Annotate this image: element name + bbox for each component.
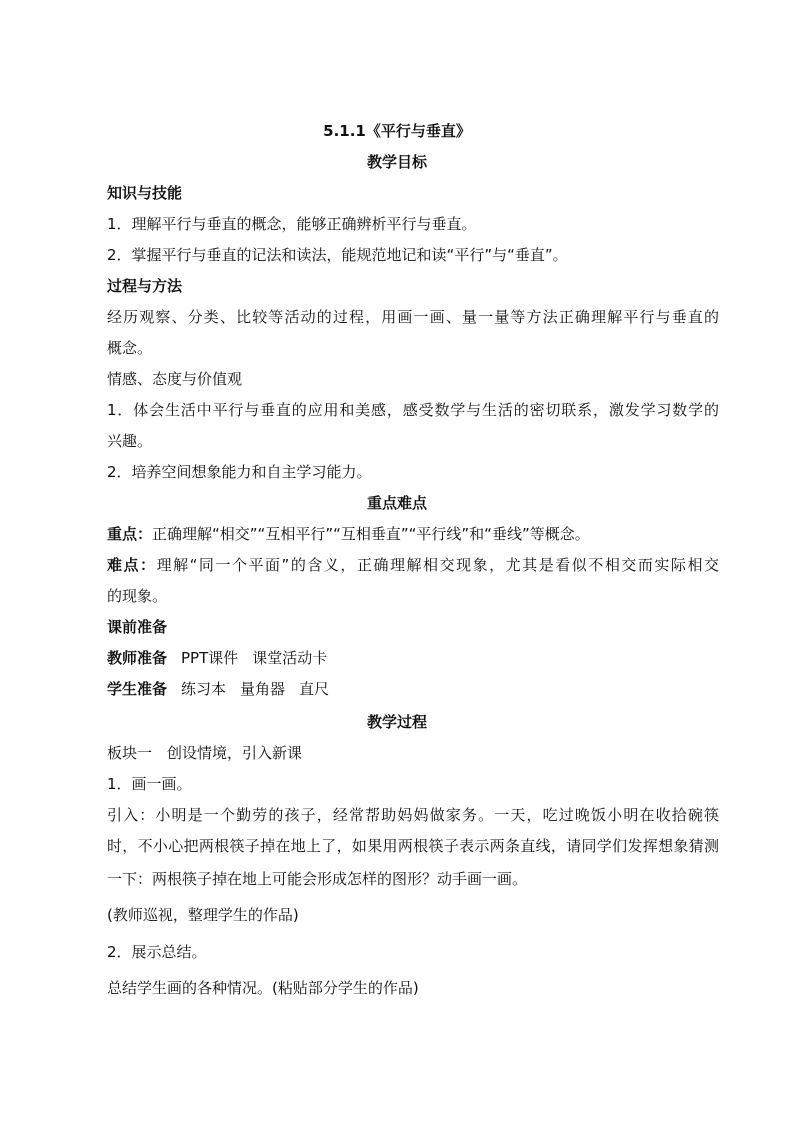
student-prep-item: 量角器 xyxy=(240,680,286,698)
student-prep-item: 直尺 xyxy=(299,680,330,698)
heading-process: 过程与方法 xyxy=(107,277,183,295)
summary-text: 总结学生画的各种情况。(粘贴部分学生的作品) xyxy=(107,979,419,997)
teacher-prep-item: 课堂活动卡 xyxy=(252,649,328,667)
key-point xyxy=(107,524,590,544)
knowledge-item-1: 1．理解平行与垂直的概念，能够正确辨析平行与垂直。 xyxy=(107,215,477,233)
key-point-text: 正确理解“相交”“互相平行”“互相垂直”“平行线”和“垂线”等概念。 xyxy=(152,525,590,543)
emotion-item-2: 2．培养空间想象能力和自主学习能力。 xyxy=(107,463,372,481)
teacher-prep-label: 教师准备 xyxy=(107,649,168,667)
knowledge-item-2: 2．掌握平行与垂直的记法和读法，能规范地记和读“平行”与“垂直”。 xyxy=(107,246,568,264)
intro-line-2: 时，不小心把两根筷子掉在地上了，如果用两根筷子表示两条直线，请同学们发挥想象猜测 xyxy=(107,837,719,855)
process-text-line-2: 概念。 xyxy=(107,339,153,357)
step-2: 2．展示总结。 xyxy=(107,943,207,961)
step-1: 1．画一画。 xyxy=(107,775,192,793)
teacher-prep xyxy=(107,648,327,668)
doc-title: 5.1.1《平行与垂直》 xyxy=(323,122,471,140)
heading-prep: 课前准备 xyxy=(107,618,168,636)
section-heading-key: 重点难点 xyxy=(366,494,427,512)
difficulty-line-1 xyxy=(107,555,719,575)
section-heading-process: 教学过程 xyxy=(366,713,427,731)
difficulty-line-2: 的现象。 xyxy=(107,587,168,605)
process-text-line-1: 经历观察、分类、比较等活动的过程，用画一画、量一量等方法正确理解平行与垂直的 xyxy=(107,308,719,326)
section-heading-goals: 教学目标 xyxy=(366,153,427,171)
difficulty-text: 理解“同一个平面”的含义，正确理解相交现象，尤其是看似不相交而实际相交 xyxy=(156,556,719,574)
heading-knowledge: 知识与技能 xyxy=(107,184,183,202)
student-prep-label: 学生准备 xyxy=(107,680,168,698)
heading-emotion: 情感、态度与价值观 xyxy=(107,370,243,388)
key-point-label: 重点： xyxy=(107,525,153,543)
teacher-note: (教师巡视，整理学生的作品) xyxy=(107,906,299,924)
emotion-item-1-line-2: 兴趣。 xyxy=(107,432,153,450)
emotion-item-1-line-1: 1．体会生活中平行与垂直的应用和美感，感受数学与生活的密切联系，激发学习数学的 xyxy=(107,401,719,419)
intro-line-3: 一下：两根筷子掉在地上可能会形成怎样的图形？动手画一画。 xyxy=(107,870,528,888)
block-1-heading: 板块一 创设情境，引入新课 xyxy=(107,744,303,762)
difficulty-label: 难点： xyxy=(107,556,157,574)
intro-line-1: 引入：小明是一个勤劳的孩子，经常帮助妈妈做家务。一天，吃过晚饭小明在收拾碗筷 xyxy=(107,806,719,824)
teacher-prep-item: PPT课件 xyxy=(181,649,239,667)
student-prep xyxy=(107,679,329,699)
student-prep-item: 练习本 xyxy=(181,680,227,698)
